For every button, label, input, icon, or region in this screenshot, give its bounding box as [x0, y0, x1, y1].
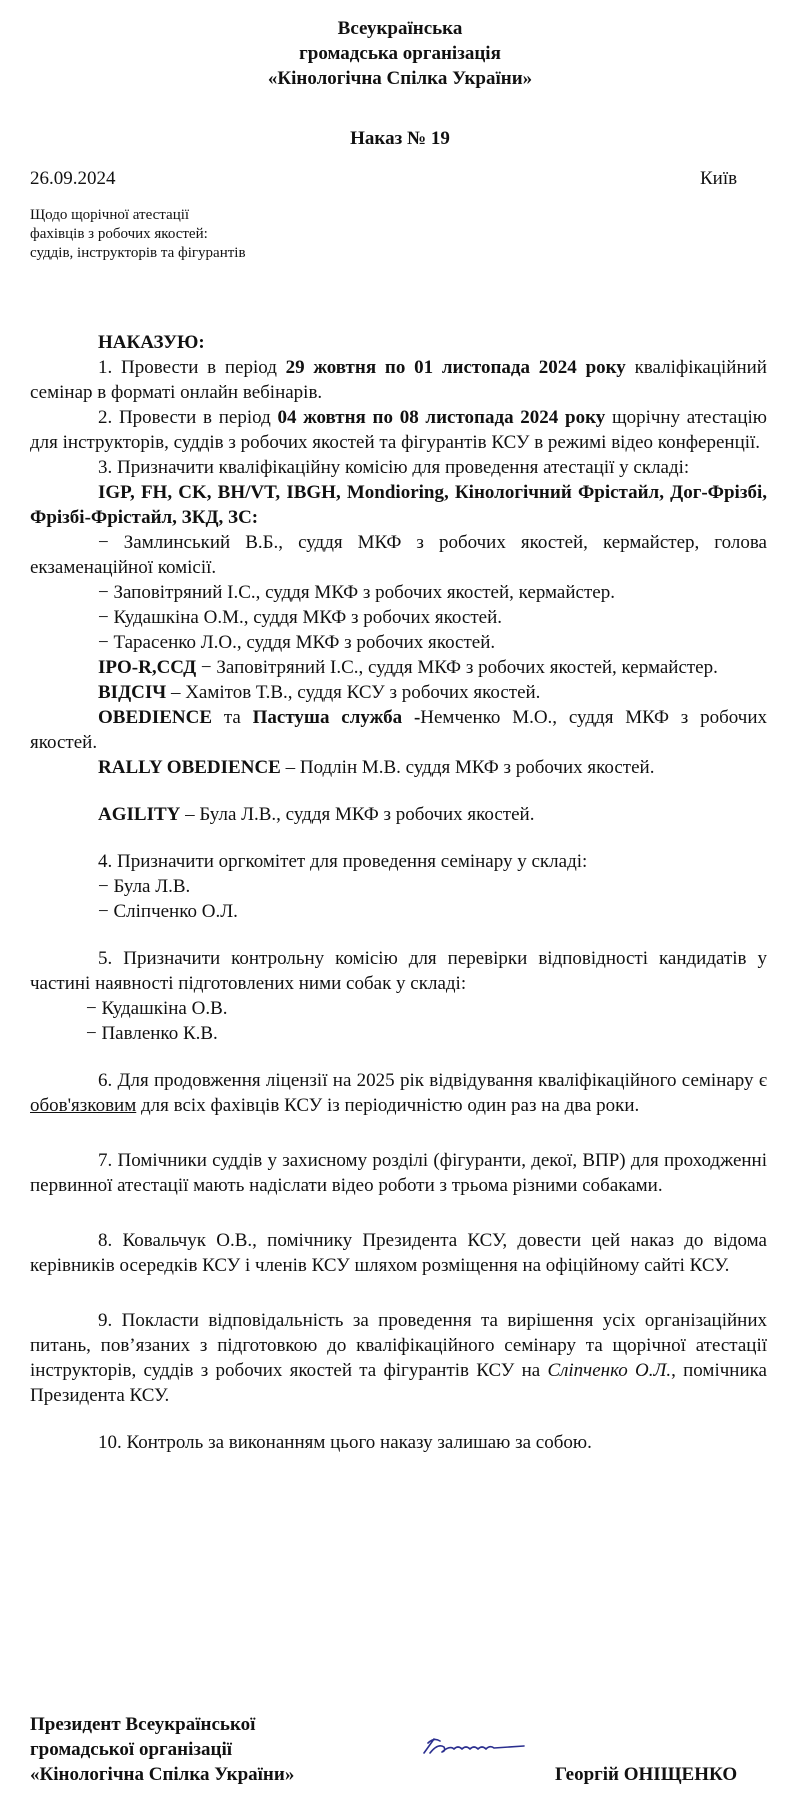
discipline-obedience: OBEDIENCE та Пастуша служба -Немченко М.О., суддя МКФ з робочих якостей.	[30, 707, 768, 753]
order-subject: Щодо щорічної атестації фахівців з робочих якостей: суддів, інструкторів та фігурантів	[30, 207, 246, 261]
handwritten-signature-icon	[420, 1735, 530, 1757]
order-item-4: 4. Призначити оргкомітет для проведення семінару у складі:	[98, 851, 588, 872]
order-item-6: 6. Для продовження ліцензії на 2025 рік відвідування кваліфікаційного семінару є обов'язковим для всіх фахівців КСУ із періодичністю один раз на два роки.	[30, 1070, 767, 1116]
discipline-list: IGP, FH, CK, BH/VT, IBGH, Mondioring, Кінологічний Фрістайл, Дог-Фрізбі, Фрізбі-Фрістайл, ЗКД, ЗС:	[30, 482, 767, 528]
order-item-9: 9. Покласти відповідальність за проведення та вирішення усіх організаційних питань, пов’язаних з підготовкою до кваліфікаційного семінару та щорічної атестації інструкторів, суддів з робочих якостей та фігурантів КСУ на Сліпченко О.Л., помічника Президента КСУ.	[30, 1310, 767, 1406]
order-item-3: 3. Призначити кваліфікаційну комісію для проведення атестації у складі:	[98, 457, 690, 478]
order-city: Київ	[700, 168, 738, 189]
order-item-8: 8. Ковальчук О.В., помічнику Президента КСУ, довести цей наказ до відома керівників осередків КСУ і членів КСУ шляхом розміщення на офіційному сайті КСУ.	[30, 1230, 767, 1276]
order-item-1: 1. Провести в період 29 жовтня по 01 листопада 2024 року кваліфікаційний семінар в форматі онлайн вебінарів.	[30, 357, 767, 403]
signatory-name: Георгій ОНІЩЕНКО	[555, 1764, 738, 1785]
order-item-2: 2. Провести в період 04 жовтня по 08 листопада 2024 року щорічну атестацію для інструкторів, суддів з робочих якостей та фігурантів КСУ в режимі відео конференції.	[30, 407, 767, 453]
order-title: Наказ № 19	[350, 128, 450, 149]
org-name-line2: громадська організація	[299, 43, 501, 64]
order-item-7: 7. Помічники суддів у захисному розділі (фігуранти, декої, ВПР) для проходженні первинної атестації мають надіслати відео роботи з трьома різними собаками.	[30, 1150, 767, 1196]
discipline-vidsich: ВІДСІЧ – Хамітов Т.В., суддя КСУ з робочих якостей.	[98, 682, 541, 703]
discipline-ipo: IPO-R,ССД − Заповітряний І.С., суддя МКФ з робочих якостей, кермайстер.	[98, 657, 718, 678]
commission-member: − Кудашкіна О.М., суддя МКФ з робочих якостей.	[98, 607, 502, 628]
org-name-line3: «Кінологічна Спілка України»	[267, 68, 533, 89]
order-item-5: 5. Призначити контрольну комісію для перевірки відповідності кандидатів у частині наявності підготовлених ними собак у складі:	[30, 948, 767, 994]
order-heading: НАКАЗУЮ:	[98, 332, 205, 353]
commission-member: − Тарасенко Л.О., суддя МКФ з робочих якостей.	[98, 632, 496, 653]
control-commission-member: − Кудашкіна О.В.	[86, 998, 228, 1019]
orgcommittee-member: − Була Л.В.	[98, 876, 191, 897]
order-item-10: 10. Контроль за виконанням цього наказу залишаю за собою.	[98, 1432, 592, 1453]
control-commission-member: − Павленко К.В.	[86, 1023, 218, 1044]
order-body	[30, 330, 767, 1455]
signatory-title: Президент Всеукраїнської громадської організації «Кінологічна Спілка України»	[30, 1714, 295, 1785]
orgcommittee-member: − Сліпченко О.Л.	[98, 901, 238, 922]
discipline-rally: RALLY OBEDIENCE – Подлін М.В. суддя МКФ з робочих якостей.	[98, 757, 655, 778]
commission-member: − Замлинський В.Б., суддя МКФ з робочих якостей, кермайстер, голова екзаменаційної комісії.	[30, 532, 767, 578]
order-date: 26.09.2024	[30, 168, 116, 189]
discipline-agility: AGILITY – Була Л.В., суддя МКФ з робочих якостей.	[98, 804, 535, 825]
commission-member: − Заповітряний І.С., суддя МКФ з робочих якостей, кермайстер.	[98, 582, 615, 603]
org-name-line1: Всеукраїнська	[337, 18, 463, 39]
